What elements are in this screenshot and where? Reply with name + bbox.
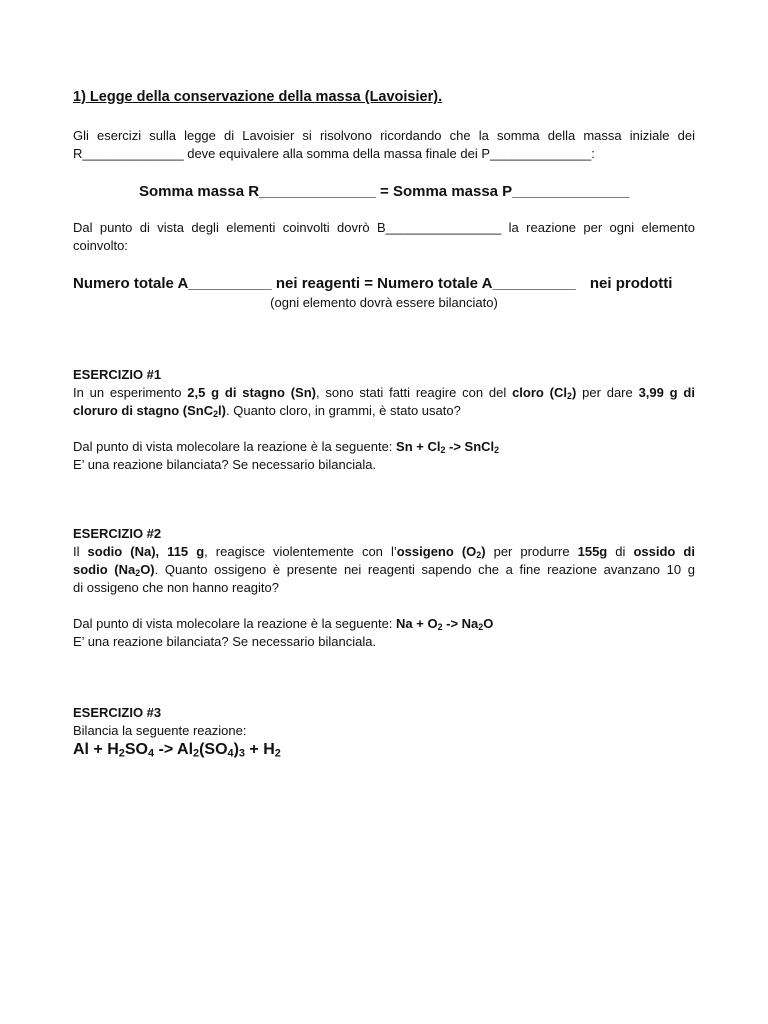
exercise-1-heading: ESERCIZIO #1 xyxy=(73,367,162,382)
exercise-2-line-3: di ossigeno che non hanno reagito? xyxy=(73,580,279,595)
elements-line-2: coinvolto: xyxy=(73,238,128,253)
section-title: 1) Legge della conservazione della massa (Lavoisier). xyxy=(73,89,443,105)
mass-formula: Somma massa R______________ = Somma massa P______________ xyxy=(139,183,629,200)
exercise-1 xyxy=(73,366,695,474)
exercise-2-reaction: Dal punto di vista molecolare la reazione è la seguente: $Na + O_2 -> Na_2O$ xyxy=(73,616,494,633)
exercise-1-line-1: In un esperimento 2,5 g di stagno (Sn), sono stati fatti reagire con del cloro $(Cl_2)$ per dare 3,99 g di xyxy=(73,385,695,402)
exercise-1-equation: $Sn + Cl_2$ -> SnCl$_2$ xyxy=(396,439,500,456)
intro-line-1: Gli esercizi sulla legge di Lavoisier si risolvono ricordando che la somma della massa iniziale dei xyxy=(73,128,695,143)
exercise-1-reaction: Dal punto di vista molecolare la reazione è la seguente: $Sn + Cl_2$ -> SnCl$_2$ xyxy=(73,439,500,456)
exercise-2-heading: ESERCIZIO #2 xyxy=(73,526,162,541)
exercise-2-line-1: Il sodio (Na), 115 g, reagisce violentemente con l’ossigeno $(O_2)$ per produrre 155g di ossido di xyxy=(73,544,695,561)
intro-paragraph xyxy=(73,127,695,163)
exercise-3-heading: ESERCIZIO #3 xyxy=(73,705,162,720)
exercise-2-question: E’ una reazione bilanciata? Se necessario bilanciala. xyxy=(73,634,377,649)
exercise-2 xyxy=(73,525,695,651)
exercise-1-line-2: cloruro di stagno (SnC$_2$l). Quanto cloro, in grammi, è stato usato? xyxy=(73,403,461,420)
exercise-3-instruction: Bilancia la seguente reazione: xyxy=(73,723,247,738)
atoms-formula-right: nei prodotti xyxy=(589,275,673,292)
exercise-1-question: E’ una reazione bilanciata? Se necessario bilanciala. xyxy=(73,457,377,472)
atoms-formula xyxy=(73,274,695,294)
atoms-formula-note: (ogni elemento dovrà essere bilanciato) xyxy=(270,295,498,310)
exercise-3 xyxy=(73,704,695,760)
exercise-2-line-2: sodio $(Na_2O)$. Quanto ossigeno è presente nei reagenti sapendo che a fine reazione avanzano 10 g xyxy=(73,562,695,579)
exercise-2-equation: $Na + O_2 -> Na_2O$ xyxy=(396,616,494,633)
atoms-formula-left: Numero totale A__________ nei reagenti = Numero totale A__________ xyxy=(73,275,576,292)
elements-paragraph xyxy=(73,219,695,255)
elements-line-1: Dal punto di vista degli elementi coinvolti dovrò B________________ la reazione per ogni elemento xyxy=(73,220,695,235)
intro-line-2: R______________ deve equivalere alla somma della massa finale dei P______________: xyxy=(73,146,595,161)
exercise-3-equation: $Al + H_2SO_4 -> Al_2(SO_4)_3 + H_2$ xyxy=(73,741,281,760)
